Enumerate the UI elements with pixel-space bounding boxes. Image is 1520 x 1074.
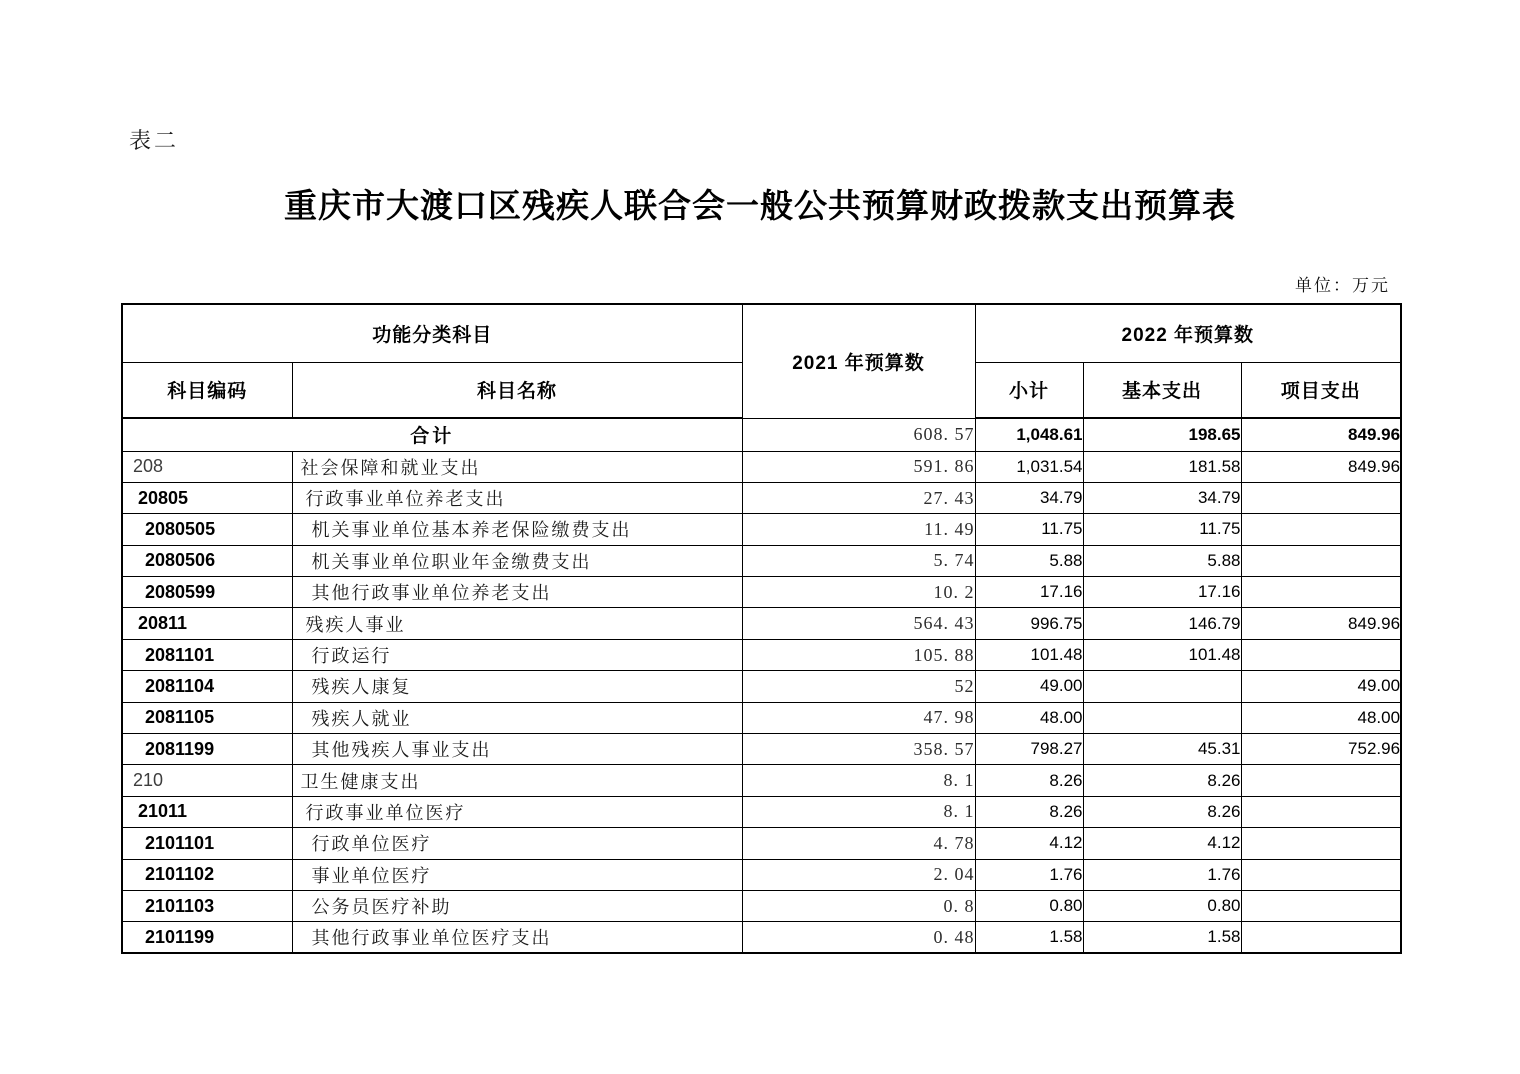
cell-budget-2021: 4. 78 [742,828,975,859]
table-row [122,608,1401,639]
cell-subject-name: 公务员医疗补助 [292,890,742,921]
cell-subject-code: 20805 [122,482,292,513]
table-row [122,702,1401,733]
cell-subject-code: 2080599 [122,577,292,608]
cell-subject-code: 2081104 [122,671,292,702]
cell-subject-name: 事业单位医疗 [292,859,742,890]
cell-subtotal-2022: 5.88 [975,545,1083,576]
table-row-total [122,418,1401,451]
cell-subtotal-2022: 8.26 [975,796,1083,827]
cell-project-expense-2022 [1241,922,1401,953]
header-subject-code: 科目编码 [122,362,292,418]
table-number-tag: 表二 [129,128,180,153]
table-row [122,671,1401,702]
cell-basic-expense-2022: 45.31 [1083,734,1241,765]
cell-subject-name: 其他行政事业单位养老支出 [292,577,742,608]
cell-budget-2021: 105. 88 [742,639,975,670]
cell-subject-code: 2081101 [122,639,292,670]
table-row [122,765,1401,796]
cell-basic-expense-2022: 1.58 [1083,922,1241,953]
header-budget-2022: 2022 年预算数 [975,304,1401,362]
cell-project-expense-2022 [1241,828,1401,859]
cell-project-expense-2022: 849.96 [1241,418,1401,451]
cell-subject-name: 残疾人事业 [292,608,742,639]
cell-subtotal-2022: 101.48 [975,639,1083,670]
cell-subtotal-2022: 1,031.54 [975,451,1083,482]
cell-project-expense-2022 [1241,890,1401,921]
cell-project-expense-2022 [1241,765,1401,796]
cell-budget-2021: 591. 86 [742,451,975,482]
cell-project-expense-2022: 49.00 [1241,671,1401,702]
cell-subtotal-2022: 996.75 [975,608,1083,639]
cell-subtotal-2022: 17.16 [975,577,1083,608]
cell-budget-2021: 5. 74 [742,545,975,576]
table-row [122,859,1401,890]
cell-budget-2021: 52 [742,671,975,702]
cell-subtotal-2022: 1.58 [975,922,1083,953]
cell-subject-name: 社会保障和就业支出 [292,451,742,482]
table-row [122,451,1401,482]
budget-table [121,303,1402,954]
table-body [122,418,1401,953]
cell-subject-code: 2081105 [122,702,292,733]
cell-project-expense-2022: 48.00 [1241,702,1401,733]
cell-basic-expense-2022 [1083,702,1241,733]
cell-project-expense-2022: 849.96 [1241,608,1401,639]
table-header [122,304,1401,418]
table-row [122,890,1401,921]
cell-basic-expense-2022: 4.12 [1083,828,1241,859]
cell-subject-code: 2101102 [122,859,292,890]
cell-budget-2021: 8. 1 [742,765,975,796]
cell-basic-expense-2022: 34.79 [1083,482,1241,513]
cell-budget-2021: 8. 1 [742,796,975,827]
cell-subtotal-2022: 798.27 [975,734,1083,765]
cell-project-expense-2022 [1241,482,1401,513]
cell-subtotal-2022: 1,048.61 [975,418,1083,451]
cell-basic-expense-2022: 0.80 [1083,890,1241,921]
cell-budget-2021: 11. 49 [742,514,975,545]
cell-basic-expense-2022: 5.88 [1083,545,1241,576]
cell-subject-name: 行政单位医疗 [292,828,742,859]
table-row [122,577,1401,608]
cell-basic-expense-2022: 8.26 [1083,765,1241,796]
cell-subject-code: 2080506 [122,545,292,576]
cell-basic-expense-2022: 101.48 [1083,639,1241,670]
cell-budget-2021: 2. 04 [742,859,975,890]
table-row [122,734,1401,765]
cell-subtotal-2022: 0.80 [975,890,1083,921]
cell-basic-expense-2022: 181.58 [1083,451,1241,482]
table-row [122,922,1401,953]
table-row [122,545,1401,576]
table-row [122,639,1401,670]
cell-subtotal-2022: 34.79 [975,482,1083,513]
header-subject-name: 科目名称 [292,362,742,418]
cell-subject-name: 行政事业单位医疗 [292,796,742,827]
cell-subtotal-2022: 11.75 [975,514,1083,545]
cell-budget-2021: 0. 8 [742,890,975,921]
header-budget-2021: 2021 年预算数 [742,304,975,418]
cell-subject-code: 2101199 [122,922,292,953]
cell-budget-2021: 564. 43 [742,608,975,639]
cell-subject-code: 2101103 [122,890,292,921]
header-row-1 [122,304,1401,362]
cell-subject-code: 20811 [122,608,292,639]
cell-subtotal-2022: 49.00 [975,671,1083,702]
cell-subject-name: 其他残疾人事业支出 [292,734,742,765]
header-basic-expense: 基本支出 [1083,362,1241,418]
cell-basic-expense-2022 [1083,671,1241,702]
table-row [122,482,1401,513]
table-row [122,828,1401,859]
cell-subject-code: 210 [122,765,292,796]
cell-subject-name: 残疾人就业 [292,702,742,733]
cell-subtotal-2022: 8.26 [975,765,1083,796]
cell-budget-2021: 10. 2 [742,577,975,608]
cell-subject-code: 2081199 [122,734,292,765]
header-project-expense: 项目支出 [1241,362,1401,418]
cell-basic-expense-2022: 198.65 [1083,418,1241,451]
table-row [122,514,1401,545]
cell-basic-expense-2022: 146.79 [1083,608,1241,639]
cell-subject-name: 机关事业单位基本养老保险缴费支出 [292,514,742,545]
cell-budget-2021: 47. 98 [742,702,975,733]
cell-subtotal-2022: 1.76 [975,859,1083,890]
cell-basic-expense-2022: 8.26 [1083,796,1241,827]
cell-budget-2021: 27. 43 [742,482,975,513]
header-function-group: 功能分类科目 [122,304,742,362]
page-title: 重庆市大渡口区残疾人联合会一般公共预算财政拨款支出预算表 [284,189,1236,225]
cell-subject-code: 21011 [122,796,292,827]
cell-subject-name: 行政事业单位养老支出 [292,482,742,513]
cell-subject-code: 208 [122,451,292,482]
cell-subject-name: 残疾人康复 [292,671,742,702]
cell-basic-expense-2022: 17.16 [1083,577,1241,608]
cell-subject-code: 2101101 [122,828,292,859]
cell-project-expense-2022 [1241,796,1401,827]
cell-budget-2021: 358. 57 [742,734,975,765]
cell-project-expense-2022: 752.96 [1241,734,1401,765]
table-row [122,796,1401,827]
cell-project-expense-2022 [1241,639,1401,670]
cell-subject-code: 2080505 [122,514,292,545]
cell-total-label: 合计 [122,418,742,451]
header-subtotal: 小计 [975,362,1083,418]
cell-basic-expense-2022: 1.76 [1083,859,1241,890]
cell-basic-expense-2022: 11.75 [1083,514,1241,545]
cell-subject-name: 其他行政事业单位医疗支出 [292,922,742,953]
cell-subject-name: 机关事业单位职业年金缴费支出 [292,545,742,576]
cell-budget-2021: 608. 57 [742,418,975,451]
cell-subtotal-2022: 4.12 [975,828,1083,859]
cell-project-expense-2022 [1241,545,1401,576]
unit-label: 单位：万元 [1295,276,1390,295]
cell-budget-2021: 0. 48 [742,922,975,953]
cell-project-expense-2022 [1241,514,1401,545]
cell-project-expense-2022: 849.96 [1241,451,1401,482]
cell-project-expense-2022 [1241,577,1401,608]
cell-project-expense-2022 [1241,859,1401,890]
cell-subject-name: 行政运行 [292,639,742,670]
cell-subject-name: 卫生健康支出 [292,765,742,796]
cell-subtotal-2022: 48.00 [975,702,1083,733]
